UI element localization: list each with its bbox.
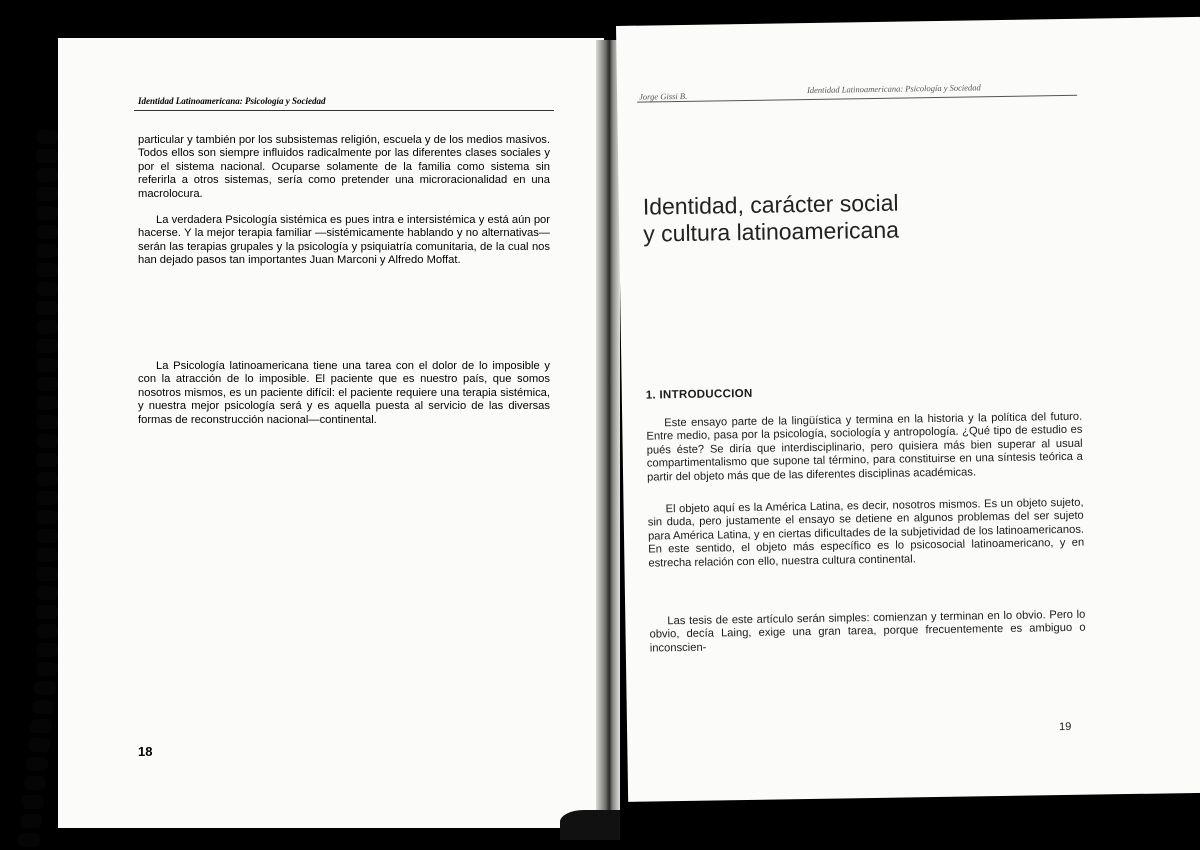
binding-hole (36, 130, 58, 144)
running-header-author: Jorge Gissi B. (639, 90, 688, 102)
binding-hole (36, 244, 58, 258)
binding-hole (36, 662, 58, 676)
binding-hole (36, 358, 58, 372)
paragraph-left-2: La verdadera Psicología sistémica es pues intra e intersistémica y está aún por hacerse. Y la mejor terapia familiar —sistémicamente hablando y no alternativas— serán las terapias grupales y la psicología y psiquiatría comunitaria, de la cual nos han dejado pasos tan importantes Juan Marconi y Alfredo Moffat. (138, 214, 550, 267)
running-header-title: Identidad Latinoamericana: Psicología y Sociedad (806, 82, 981, 96)
binding-hole (36, 396, 58, 410)
chapter-title-line-2: y cultura latinoamericana (643, 216, 900, 247)
paragraph-right-1: Este ensayo parte de la lingüística y termina en la historia y la política del futuro. Entre medio, pasa por la psicología, sociología y antropología. ¿Qué tipo de estudio es pués éste? Se diría que interdisciplinario, pero quisiera más bien superar al usual compartimentalismo que supone tal término, para constituirse en una síntesis teórica a partir del objeto más que de las diferentes disciplinas académicas. (646, 410, 1083, 484)
paragraph-right-3: Las tesis de este artículo serán simples: comienzan y terminan en lo obvio. Pero lo obvio, decía Laing, exige una gran tarea, porque frecuentemente es ambiguo o inconscien- (649, 608, 1086, 655)
binding-hole (36, 415, 58, 429)
binding-hole (36, 548, 58, 562)
binding-hole (36, 586, 58, 600)
spiral-binding (0, 130, 70, 850)
paragraph-left-1: particular y también por los subsistemas religión, escuela y de los medios masivos. Todos ellos son siempre influidos radicalmente por las diferentes clases sociales y por el sistema nacional. Ocuparse solamente de la familia como sistema sin referirla a otros sistemas, sería como pretender una microracionalidad en una macrolocura. (138, 134, 550, 200)
binding-hole (36, 624, 58, 638)
binding-hole (36, 643, 58, 657)
page-number-right: 19 (1058, 720, 1072, 734)
binding-hole (36, 149, 58, 163)
binding-hole (32, 700, 54, 714)
binding-hole (36, 282, 58, 296)
section-heading: 1. INTRODUCCION (645, 387, 753, 402)
binding-hole (34, 681, 56, 695)
page-number-left: 18 (138, 744, 153, 759)
binding-hole (20, 814, 42, 828)
binding-hole (26, 757, 48, 771)
right-page (616, 17, 1200, 802)
book-gutter (596, 40, 620, 810)
binding-hole (36, 206, 58, 220)
running-header-left: Identidad Latinoamericana: Psicología y Sociedad (138, 96, 326, 106)
chapter-title (643, 187, 1064, 248)
binding-hole (22, 795, 44, 809)
paragraph-right-2: El objeto aquí es la América Latina, es decir, nosotros mismos. Es un objeto sujeto, sin duda, pero justamente el ensayo se detiene en algunos problemas del ser sujeto para América Latina, y en ciertas dificultades de la subjetividad de los latinoamericanos. En este sentido, el objeto más específico es lo psicosocial latinoamericano, y en estrecha relación con ello, nuestra cultura continental. (647, 496, 1085, 570)
binding-hole (18, 833, 40, 847)
binding-hole (36, 510, 58, 524)
binding-hole (36, 320, 58, 334)
binding-hole (36, 187, 58, 201)
binding-hole (28, 738, 50, 752)
header-rule-left (134, 110, 554, 111)
binding-hole (36, 605, 58, 619)
binding-hole (36, 168, 58, 182)
binding-hole (36, 225, 58, 239)
chapter-title-line-1: Identidad, carácter social (642, 189, 899, 220)
binding-hole (36, 263, 58, 277)
binding-hole (36, 377, 58, 391)
binding-hole (36, 491, 58, 505)
header-rule (637, 95, 1077, 103)
binding-hole (36, 434, 58, 448)
binding-hole (36, 529, 58, 543)
binding-hole (24, 776, 46, 790)
paragraph-left-3: La Psicología latinoamericana tiene una tarea con el dolor de lo imposible y con la atracción de lo imposible. El paciente que es nuestro país, que somos nosotros mismos, es un paciente difícil: el paciente requiere una terapia sistémica, y nuestra mejor psicología será y es aquella puesta al servicio de las diversas formas de reconstrucción nacional—continental. (138, 360, 550, 426)
binding-hole (36, 301, 58, 315)
binding-hole (36, 453, 58, 467)
binding-hole (36, 472, 58, 486)
corner-shadow (560, 810, 620, 840)
binding-hole (36, 567, 58, 581)
binding-hole (30, 719, 52, 733)
binding-hole (36, 339, 58, 353)
